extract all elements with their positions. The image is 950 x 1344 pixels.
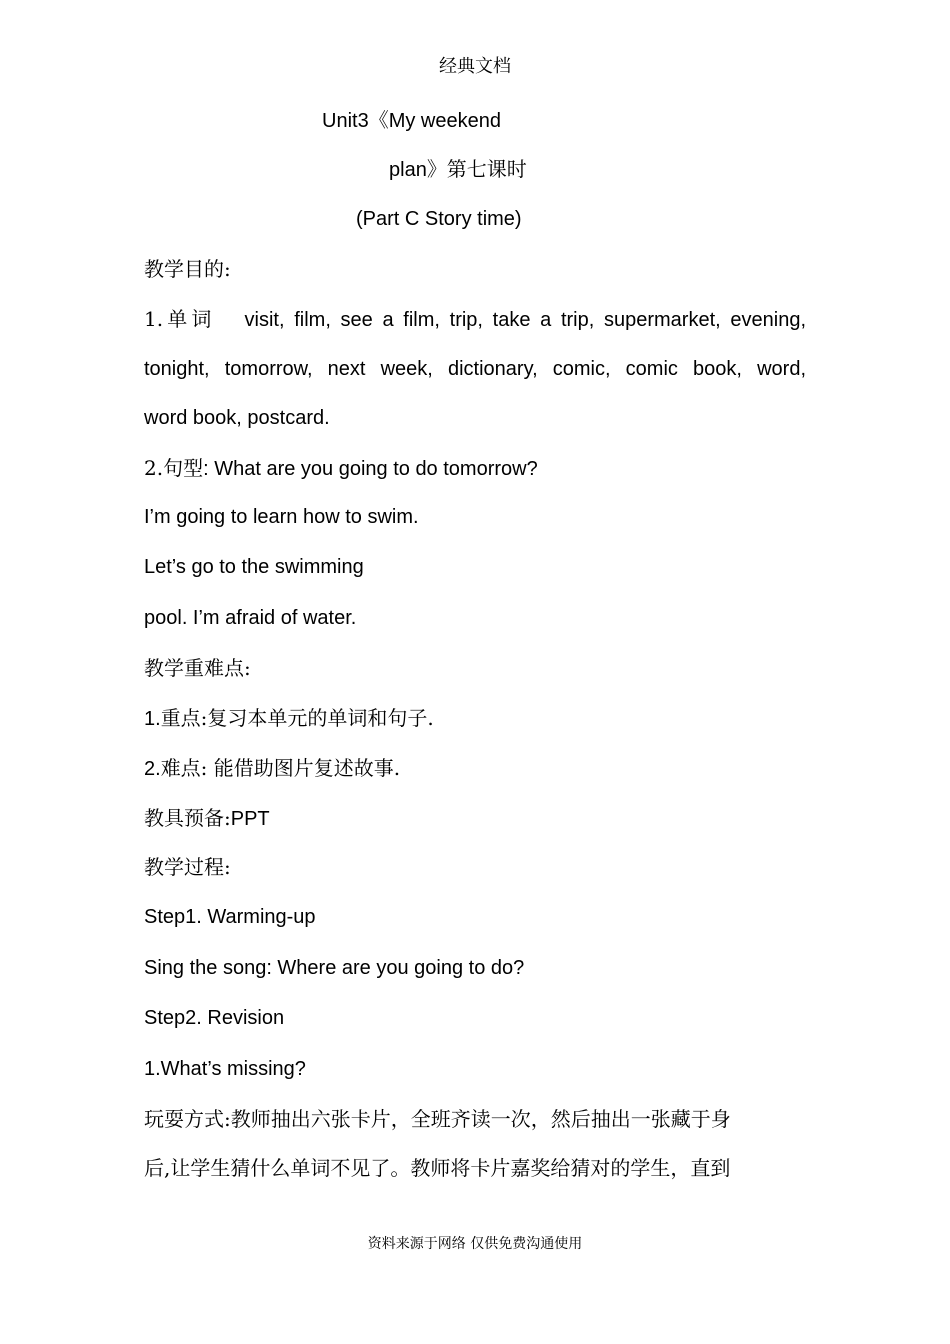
play-text-1: :教师抽出六张卡片，全班齐读一次，然后抽出一张藏于身: [224, 1107, 731, 1131]
sentence-3: pool. I’m afraid of water.: [144, 607, 357, 629]
vocab-line-1: [144, 306, 806, 333]
teaching-tools: [144, 805, 270, 832]
play-line-1: [144, 1106, 731, 1132]
whats-missing: 1.What’s missing?: [144, 1058, 306, 1080]
page-header: 经典文档: [439, 56, 511, 77]
step-1: Step1. Warming-up: [144, 906, 316, 928]
vocab-label: 1.单词: [144, 307, 216, 331]
title-line-1: Unit3《My weekend: [322, 110, 501, 132]
play-label: 玩耍方式: [144, 1107, 224, 1131]
key-point-1: [144, 705, 434, 732]
title-line-2: plan》第七课时: [389, 159, 527, 181]
tools-value: PPT: [230, 808, 270, 830]
play-line-2: 后,让学生猜什么单词不见了。教师将卡片嘉奖给猜对的学生，直到: [144, 1156, 731, 1180]
step-2: Step2. Revision: [144, 1007, 285, 1029]
objectives-heading: 教学目的:: [144, 257, 231, 281]
sentence-2: Let’s go to the swimming: [144, 556, 364, 578]
pattern-label: 2.句型: [144, 456, 204, 480]
sentence-1: I’m going to learn how to swim.: [144, 506, 419, 528]
process-heading: 教学过程:: [144, 855, 231, 879]
key-points-heading: 教学重难点:: [144, 656, 251, 680]
vocab-line-2: tonight, tomorrow, next week, dictionary, comic, comic book, word,: [144, 358, 806, 380]
page-footer: 资料来源于网络 仅供免费沟通使用: [367, 1236, 583, 1252]
key-point-1-num: 1.: [144, 708, 161, 730]
key-point-2: [144, 755, 400, 782]
key-point-1-text: 重点:复习本单元的单词和句子.: [160, 706, 434, 730]
key-point-2-text: 难点: 能借助图片复述故事.: [160, 756, 401, 780]
title-line-3: (Part C Story time): [356, 208, 522, 230]
vocab-text-1: visit, film, see a film, trip, take a trip, supermarket, evening,: [244, 309, 806, 331]
key-point-2-num: 2.: [144, 758, 161, 780]
vocab-line-3: word book, postcard.: [144, 407, 330, 429]
sentence-pattern-line: [144, 455, 538, 482]
song-line: Sing the song: Where are you going to do?: [144, 957, 525, 979]
pattern-text: : What are you going to do tomorrow?: [203, 458, 538, 480]
tools-label: 教具预备:: [144, 806, 231, 830]
